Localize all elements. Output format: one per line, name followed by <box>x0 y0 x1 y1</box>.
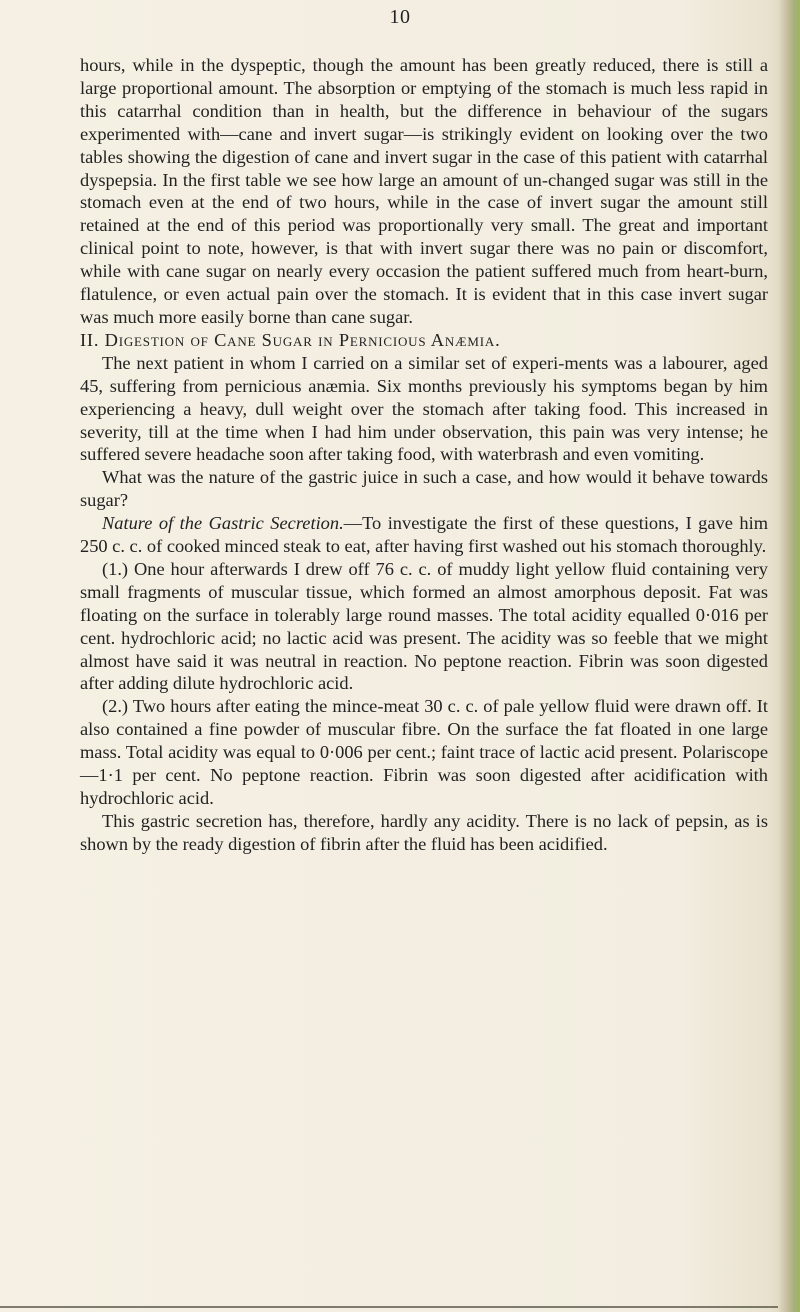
paragraph-gastric-secretion-intro <box>80 512 768 558</box>
paragraph-first-sample: (1.) One hour afterwards I drew off 76 c. c. of muddy light yellow fluid containing very small fragments of muscular tissue, which formed an almost amorphous deposit. Fat was floating on the surface in tolerably large round masses. The total acidity equalled 0·016 per cent. hydrochloric acid; no lactic acid was present. The acidity was so feeble that we might almost have said it was neutral in reaction. No peptone reaction. Fibrin was soon digested after adding dilute hydrochloric acid. <box>80 558 768 694</box>
page-binding-edge <box>778 0 800 1312</box>
paragraph-catarrhal-dyspepsia-conclusion: hours, while in the dyspeptic, though the amount has been greatly reduced, there is still a large proportional amount. The absorption or emptying of the stomach is much less rapid in this catarrhal condition than in health, but the difference in behaviour of the sugars experimented with—cane and invert sugar—is strikingly evident on looking over the two tables showing the digestion of cane and invert sugar in the case of this patient with catarrhal dyspepsia. In the first table we see how large an amount of un-changed sugar was still in the stomach even at the end of two hours, while in the case of invert sugar the amount still retained at the end of this period was proportionally very small. The great and important clinical point to note, however, is that with invert sugar there was no pain or discomfort, while with cane sugar on nearly every occasion the patient suffered much from heart-burn, flatulence, or even actual pain over the stomach. It is evident that in this case invert sugar was much more easily borne than cane sugar. <box>80 55 768 327</box>
page-bottom-edge <box>0 1306 778 1308</box>
paragraph-patient-history: The next patient in whom I carried on a similar set of experi-ments was a labourer, aged 45, suffering from pernicious anæmia. Six months previously his symptoms began by him experiencing a heavy, dull weight over the stomach after taking food. This increased in severity, till at the time when I had him under observation, this pain was very intense; he suffered severe headache soon after taking food, with waterbrash and even vomiting. <box>80 352 768 465</box>
paragraph-secretion-conclusion: This gastric secretion has, therefore, hardly any acidity. There is no lack of pepsin, as is shown by the ready digestion of fibrin after the fluid has been acidified. <box>80 810 768 854</box>
paragraph-second-sample: (2.) Two hours after eating the mince-meat 30 c. c. of pale yellow fluid were drawn off. It also contained a fine powder of muscular fibre. On the surface the fat floated in one large mass. Total acidity was equal to 0·006 per cent.; faint trace of lactic acid present. Polariscope —1·1 per cent. No peptone reaction. Fibrin was soon digested after acidification with hydrochloric acid. <box>80 696 768 808</box>
section-heading <box>80 329 768 352</box>
paragraph-gastric-secretion-text: —To investigate the first of these questions, I gave him 250 c. c. of cooked minced steak to eat, after having first washed out his stomach thoroughly. <box>80 513 768 557</box>
subheading-gastric-secretion: Nature of the Gastric Secretion. <box>102 513 344 534</box>
page-number: 10 <box>389 6 411 28</box>
page-body <box>80 54 768 856</box>
section-heading-text: II. Digestion of Cane Sugar in Pernicious Anæmia. <box>80 329 501 350</box>
paragraph-question: What was the nature of the gastric juice in such a case, and how would it behave towards sugar? <box>80 467 768 511</box>
